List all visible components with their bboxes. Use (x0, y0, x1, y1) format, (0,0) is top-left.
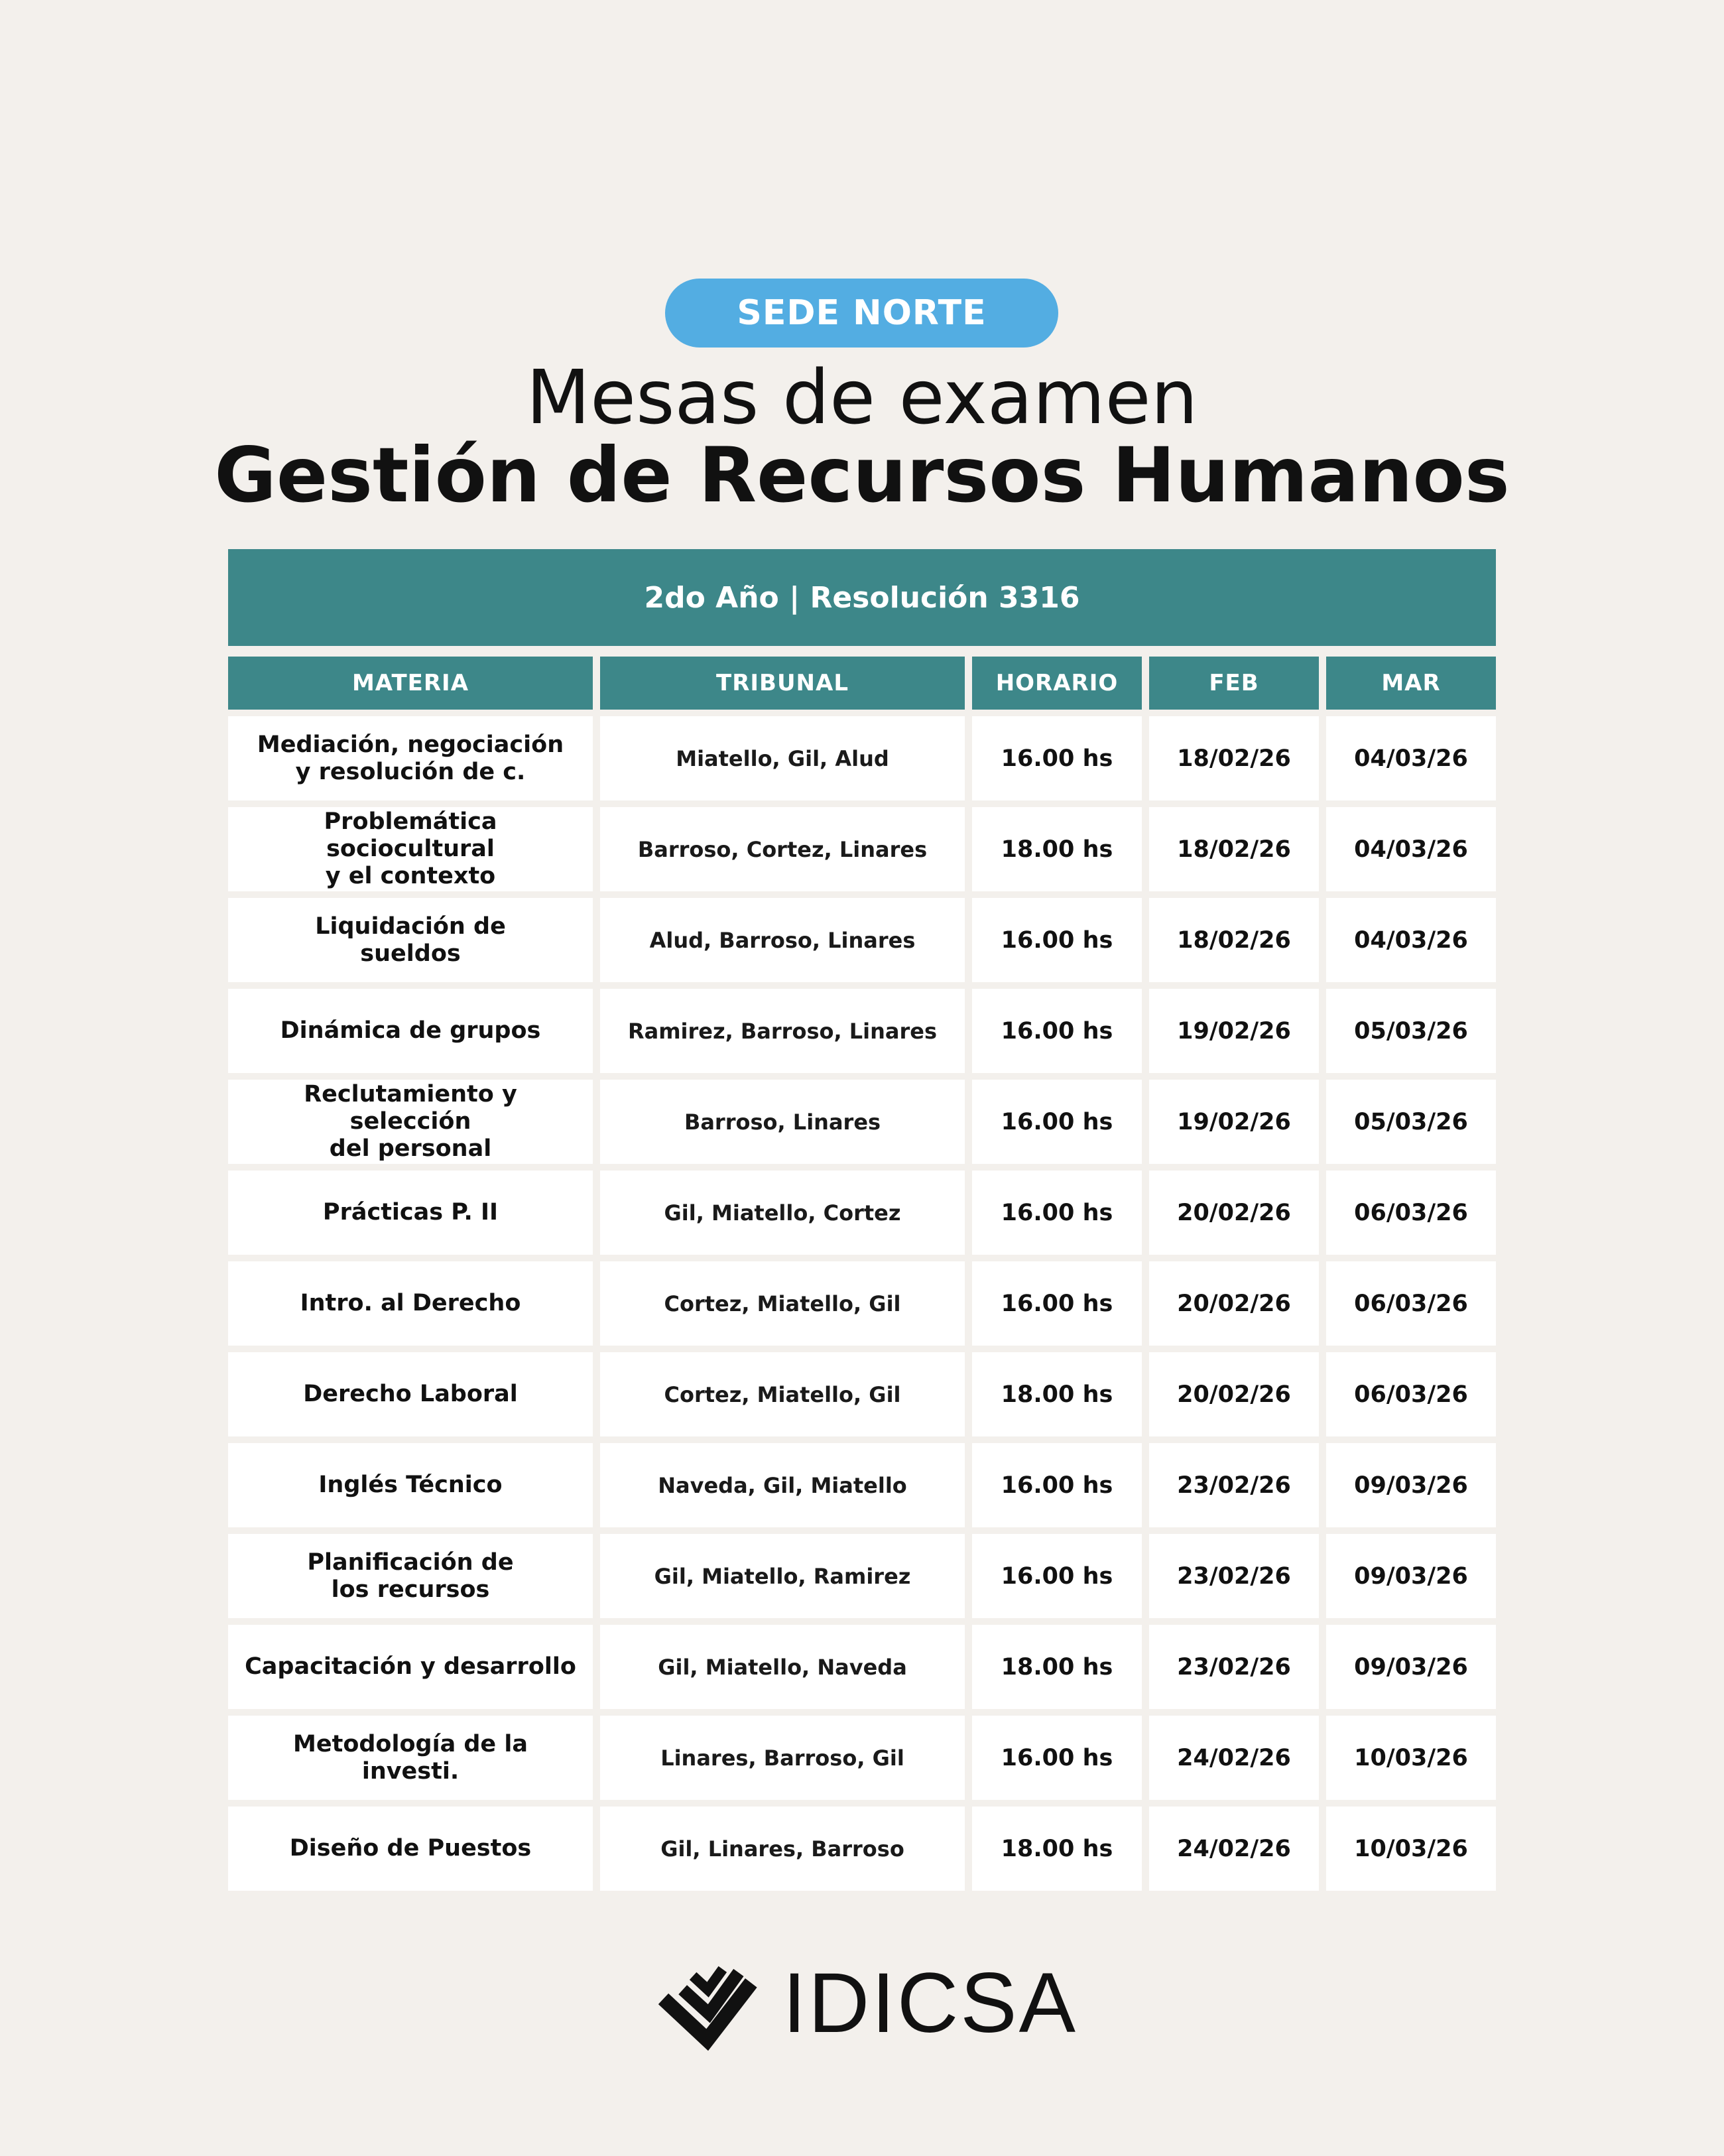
mar-date-cell (1326, 807, 1496, 891)
mar-date-cell-text: 10/03/26 (1354, 1744, 1468, 1771)
horario-cell (972, 716, 1142, 800)
mar-date-cell-text: 06/03/26 (1354, 1199, 1468, 1226)
materia-cell (228, 1171, 593, 1255)
feb-date-cell (1149, 716, 1319, 800)
horario-cell-text: 16.00 hs (1001, 926, 1113, 954)
materia-cell-text: Dinámica de grupos (280, 1017, 541, 1044)
feb-date-cell (1149, 1171, 1319, 1255)
mar-date-cell (1326, 989, 1496, 1073)
materia-cell (228, 1352, 593, 1436)
feb-date-cell (1149, 1261, 1319, 1346)
column-header-mar: MAR (1326, 657, 1496, 710)
tribunal-cell-text: Linares, Barroso, Gil (660, 1745, 904, 1771)
horario-cell (972, 1807, 1142, 1891)
mar-date-cell (1326, 1534, 1496, 1618)
feb-date-cell (1149, 898, 1319, 982)
materia-cell (228, 898, 593, 982)
horario-cell (972, 1171, 1142, 1255)
materia-cell-text: Intro. al Derecho (300, 1290, 521, 1316)
horario-cell-text: 16.00 hs (1001, 1290, 1113, 1317)
mar-date-cell (1326, 898, 1496, 982)
mar-date-cell-text: 05/03/26 (1354, 1108, 1468, 1135)
horario-cell-text: 16.00 hs (1001, 1562, 1113, 1590)
materia-cell (228, 1807, 593, 1891)
feb-date-cell-text: 19/02/26 (1177, 1017, 1291, 1045)
column-header-feb: FEB (1149, 657, 1319, 710)
feb-date-cell-text: 24/02/26 (1177, 1744, 1291, 1771)
tribunal-cell (600, 807, 965, 891)
feb-date-cell-text: 23/02/26 (1177, 1472, 1291, 1499)
feb-date-cell (1149, 1352, 1319, 1436)
tribunal-cell-text: Naveda, Gil, Miatello (658, 1472, 907, 1498)
horario-cell-text: 18.00 hs (1001, 1653, 1113, 1680)
tribunal-cell (600, 1443, 965, 1527)
feb-date-cell (1149, 1534, 1319, 1618)
page-subtitle: Gestión de Recursos Humanos (214, 431, 1510, 519)
horario-cell-text: 16.00 hs (1001, 1017, 1113, 1045)
mar-date-cell (1326, 716, 1496, 800)
mar-date-cell-text: 10/03/26 (1354, 1835, 1468, 1862)
column-header-horario: HORARIO (972, 657, 1142, 710)
mar-date-cell (1326, 1807, 1496, 1891)
tribunal-cell-text: Gil, Miatello, Ramirez (654, 1563, 911, 1589)
mar-date-cell-text: 09/03/26 (1354, 1653, 1468, 1680)
horario-cell (972, 1534, 1142, 1618)
tribunal-cell-text: Miatello, Gil, Alud (676, 745, 889, 771)
logo-text: IDICSA (782, 1955, 1078, 2051)
mar-date-cell (1326, 1261, 1496, 1346)
horario-cell-text: 16.00 hs (1001, 1108, 1113, 1135)
mar-date-cell-text: 04/03/26 (1354, 745, 1468, 772)
mar-date-cell-text: 06/03/26 (1354, 1381, 1468, 1408)
materia-cell (228, 1625, 593, 1709)
horario-cell-text: 16.00 hs (1001, 1744, 1113, 1771)
materia-cell-text: Planificación de los recursos (307, 1549, 514, 1603)
tribunal-cell (600, 989, 965, 1073)
column-header-tribunal: TRIBUNAL (600, 657, 965, 710)
materia-cell (228, 989, 593, 1073)
horario-cell-text: 18.00 hs (1001, 1381, 1113, 1408)
feb-date-cell-text: 19/02/26 (1177, 1108, 1291, 1135)
materia-cell-text: Liquidación de sueldos (315, 913, 506, 967)
tribunal-cell (600, 1171, 965, 1255)
feb-date-cell (1149, 1807, 1319, 1891)
feb-date-cell-text: 20/02/26 (1177, 1290, 1291, 1317)
feb-date-cell-text: 23/02/26 (1177, 1562, 1291, 1590)
tribunal-cell-text: Gil, Linares, Barroso (660, 1836, 904, 1862)
idicsa-logo (653, 1943, 1078, 2062)
feb-date-cell-text: 23/02/26 (1177, 1653, 1291, 1680)
materia-cell (228, 716, 593, 800)
page-title: Mesas de examen (526, 355, 1198, 441)
tribunal-cell-text: Barroso, Linares (684, 1109, 881, 1135)
idicsa-chevron-logo-icon (653, 1946, 761, 2059)
mar-date-cell (1326, 1443, 1496, 1527)
materia-cell (228, 807, 593, 891)
materia-cell-text: Derecho Laboral (303, 1381, 518, 1407)
materia-cell-text: Metodología de la investi. (293, 1730, 528, 1785)
materia-cell-text: Inglés Técnico (318, 1472, 503, 1498)
horario-cell (972, 807, 1142, 891)
tribunal-cell-text: Ramirez, Barroso, Linares (627, 1018, 938, 1044)
tribunal-cell-text: Gil, Miatello, Naveda (658, 1654, 907, 1680)
feb-date-cell-text: 18/02/26 (1177, 926, 1291, 954)
feb-date-cell (1149, 1080, 1319, 1164)
mar-date-cell (1326, 1171, 1496, 1255)
mar-date-cell-text: 09/03/26 (1354, 1472, 1468, 1499)
feb-date-cell-text: 18/02/26 (1177, 745, 1291, 772)
feb-date-cell-text: 20/02/26 (1177, 1381, 1291, 1408)
tribunal-cell (600, 716, 965, 800)
tribunal-cell (600, 1625, 965, 1709)
horario-cell-text: 16.00 hs (1001, 745, 1113, 772)
tribunal-cell-text: Alud, Barroso, Linares (649, 927, 916, 953)
tribunal-cell-text: Cortez, Miatello, Gil (664, 1291, 901, 1316)
horario-cell (972, 898, 1142, 982)
mar-date-cell (1326, 1716, 1496, 1800)
horario-cell (972, 1625, 1142, 1709)
mar-date-cell (1326, 1625, 1496, 1709)
sede-badge: SEDE NORTE (665, 279, 1058, 348)
exam-table (228, 549, 1496, 1891)
materia-cell-text: Reclutamiento y selección del personal (304, 1081, 517, 1162)
feb-date-cell-text: 24/02/26 (1177, 1835, 1291, 1862)
horario-cell (972, 989, 1142, 1073)
tribunal-cell-text: Barroso, Cortez, Linares (637, 836, 928, 862)
materia-cell-text: Mediación, negociación y resolución de c. (257, 731, 564, 785)
tribunal-cell (600, 1534, 965, 1618)
materia-cell (228, 1080, 593, 1164)
materia-cell (228, 1716, 593, 1800)
mar-date-cell-text: 06/03/26 (1354, 1290, 1468, 1317)
horario-cell (972, 1352, 1142, 1436)
tribunal-cell (600, 1261, 965, 1346)
table-banner: 2do Año | Resolución 3316 (228, 549, 1496, 646)
column-header-materia: MATERIA (228, 657, 593, 710)
tribunal-cell (600, 1080, 965, 1164)
feb-date-cell (1149, 1716, 1319, 1800)
horario-cell (972, 1443, 1142, 1527)
mar-date-cell (1326, 1080, 1496, 1164)
feb-date-cell-text: 20/02/26 (1177, 1199, 1291, 1226)
horario-cell-text: 16.00 hs (1001, 1199, 1113, 1226)
horario-cell-text: 18.00 hs (1001, 836, 1113, 863)
horario-cell (972, 1716, 1142, 1800)
tribunal-cell-text: Gil, Miatello, Cortez (664, 1200, 901, 1226)
tribunal-cell (600, 1352, 965, 1436)
tribunal-cell (600, 1716, 965, 1800)
feb-date-cell (1149, 1443, 1319, 1527)
feb-date-cell-text: 18/02/26 (1177, 836, 1291, 863)
materia-cell (228, 1443, 593, 1527)
tribunal-cell-text: Cortez, Miatello, Gil (664, 1381, 901, 1407)
horario-cell-text: 18.00 hs (1001, 1835, 1113, 1862)
feb-date-cell (1149, 989, 1319, 1073)
feb-date-cell (1149, 1625, 1319, 1709)
mar-date-cell (1326, 1352, 1496, 1436)
materia-cell-text: Problemática sociocultural y el contexto (324, 808, 497, 889)
horario-cell-text: 16.00 hs (1001, 1472, 1113, 1499)
materia-cell (228, 1534, 593, 1618)
materia-cell (228, 1261, 593, 1346)
materia-cell-text: Diseño de Puestos (289, 1835, 532, 1862)
mar-date-cell-text: 04/03/26 (1354, 836, 1468, 863)
horario-cell (972, 1261, 1142, 1346)
table-grid (228, 657, 1496, 1891)
tribunal-cell (600, 898, 965, 982)
tribunal-cell (600, 1807, 965, 1891)
mar-date-cell-text: 09/03/26 (1354, 1562, 1468, 1590)
mar-date-cell-text: 04/03/26 (1354, 926, 1468, 954)
mar-date-cell-text: 05/03/26 (1354, 1017, 1468, 1045)
horario-cell (972, 1080, 1142, 1164)
materia-cell-text: Prácticas P. II (322, 1199, 499, 1226)
feb-date-cell (1149, 807, 1319, 891)
materia-cell-text: Capacitación y desarrollo (245, 1653, 576, 1680)
